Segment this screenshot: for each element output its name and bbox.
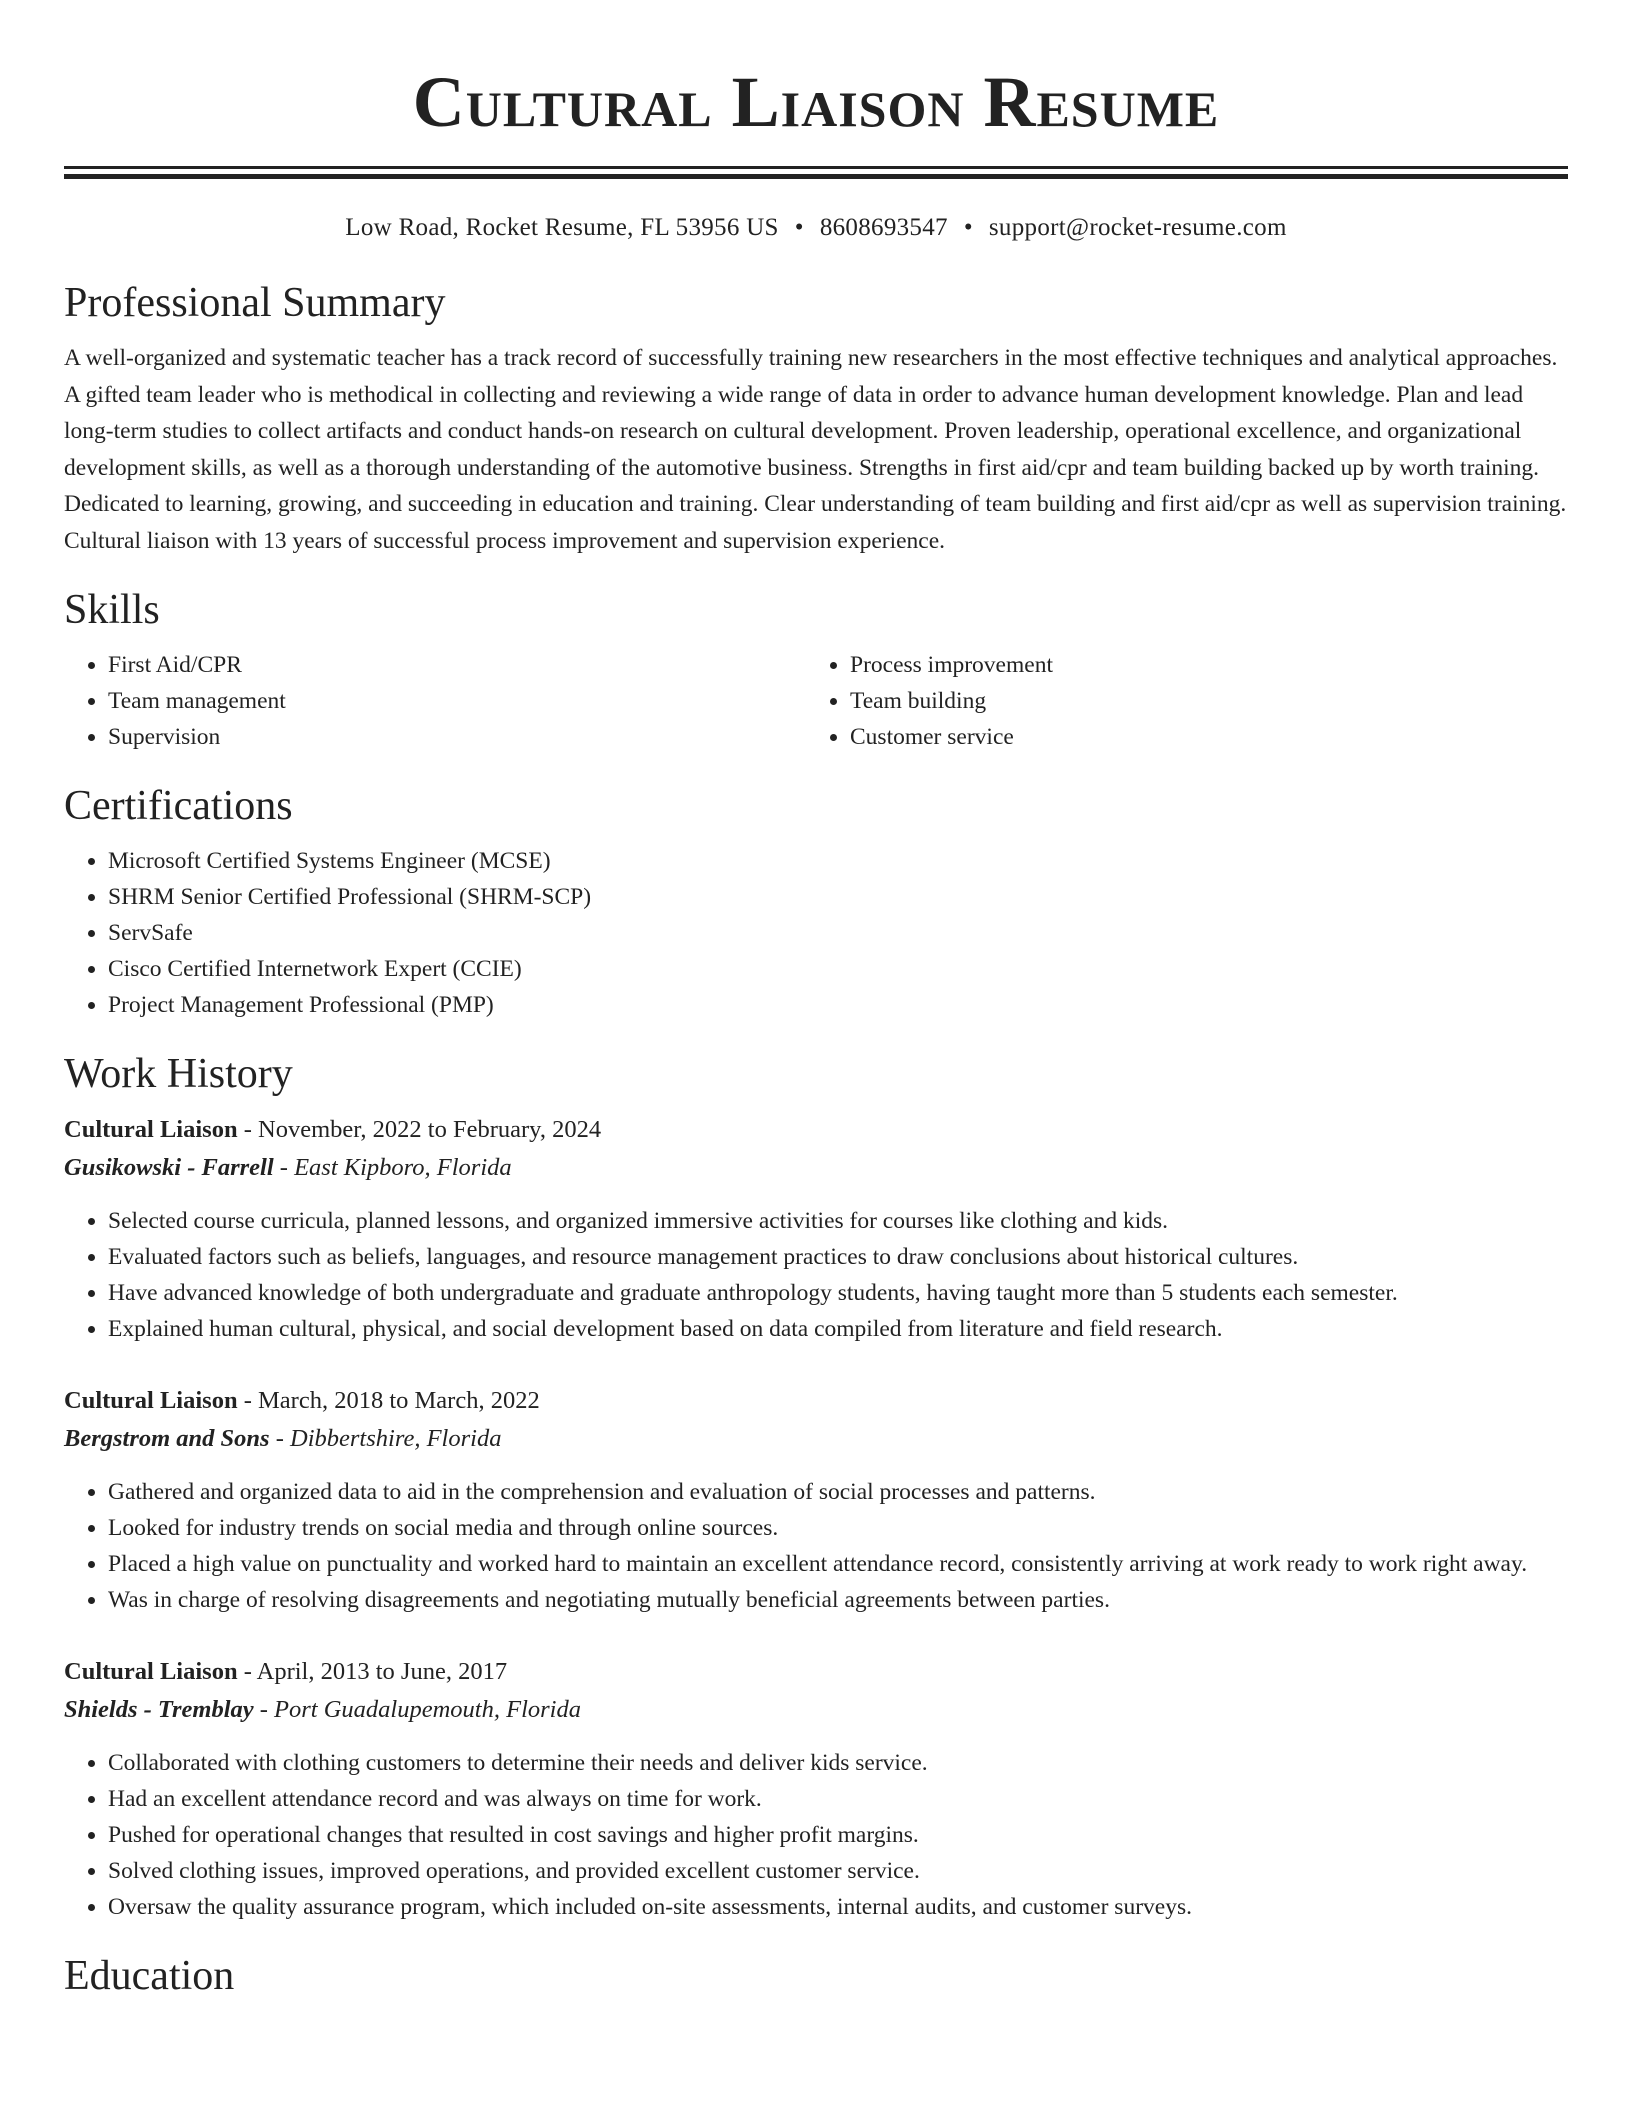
job-company-line (64, 1691, 1568, 1729)
job-bullet: • Evaluated factors such as beliefs, languages, and resource management practices to draw conclusions about historical cultures. (108, 1239, 1568, 1275)
job-company: Gusikowski - Farrell (64, 1154, 274, 1181)
summary-section (64, 278, 1568, 559)
job-entry (64, 1111, 1568, 1347)
skills-section (64, 585, 1568, 755)
job-bullet: • Gathered and organized data to aid in the comprehension and evaluation of social processes and patterns. (108, 1474, 1568, 1510)
skill-item: • Team building (850, 683, 1548, 719)
job-company-line (64, 1420, 1568, 1458)
certification-item: • Microsoft Certified Systems Engineer (MCSE) (108, 843, 1568, 879)
job-dates: - April, 2013 to June, 2017 (237, 1658, 508, 1685)
job-bullet: • Had an excellent attendance record and was always on time for work. (108, 1781, 1568, 1817)
education-heading: Education (64, 1953, 235, 1999)
skill-item: • Team management (108, 683, 806, 719)
education-section (64, 1951, 1568, 2001)
job-company-line (64, 1149, 1568, 1187)
certifications-section (64, 781, 1568, 1023)
summary-text: A well-organized and systematic teacher has a track record of successfully training new researchers in the most effective techniques and analytical approaches. A gifted team leader who is methodical in collecting and reviewing a wide range of data in order to advance human development knowledge. Plan and lead long-term studies to collect artifacts and conduct hands-on research on cultural development. Proven leadership, operational excellence, and organizational development skills, as well as a thorough understanding of the automotive business. Strengths in first aid/cpr and team building backed up by worth training. Dedicated to learning, growing, and succeeding in education and training. Clear understanding of team building and first aid/cpr as well as supervision training. Cultural liaison with 13 years of successful process improvement and supervision experience. (64, 345, 1567, 554)
skill-item: • Supervision (108, 719, 806, 755)
job-location: - East Kipboro, Florida (273, 1154, 512, 1181)
job-dates: - March, 2018 to March, 2022 (237, 1387, 540, 1414)
job-location: - Port Guadalupemouth, Florida (253, 1696, 581, 1723)
title-divider (64, 166, 1568, 179)
job-title: Cultural Liaison (64, 1387, 238, 1414)
work-history-section (64, 1049, 1568, 1925)
resume-title: Cultural Liaison Resume (412, 62, 1220, 142)
skills-column-right (806, 647, 1548, 755)
job-title: Cultural Liaison (64, 1658, 238, 1685)
job-location: - Dibbertshire, Florida (269, 1425, 502, 1452)
job-bullet: • Selected course curricula, planned lessons, and organized immersive activities for courses like clothing and kids. (108, 1203, 1568, 1239)
skills-heading: Skills (64, 587, 160, 633)
resume-page (64, 0, 1568, 2001)
contact-separator: • (794, 214, 804, 241)
job-bullet: • Have advanced knowledge of both undergraduate and graduate anthropology students, having taught more than 5 students each semester. (108, 1275, 1568, 1311)
job-bullet: • Placed a high value on punctuality and worked hard to maintain an excellent attendance record, consistently arriving at work ready to work right away. (108, 1546, 1568, 1582)
job-title-line (64, 1382, 1568, 1420)
certification-item: • ServSafe (108, 915, 1568, 951)
certification-item: • Project Management Professional (PMP) (108, 987, 1568, 1023)
skill-item: • Process improvement (850, 647, 1548, 683)
work-history-heading: Work History (64, 1051, 293, 1097)
job-bullet: • Collaborated with clothing customers to determine their needs and deliver kids service. (108, 1745, 1568, 1781)
job-company: Shields - Tremblay (64, 1696, 254, 1723)
job-bullet: • Oversaw the quality assurance program, which included on-site assessments, internal audits, and customer surveys. (108, 1889, 1568, 1925)
job-entry (64, 1653, 1568, 1925)
certification-item: • SHRM Senior Certified Professional (SHRM-SCP) (108, 879, 1568, 915)
skills-columns (64, 647, 1568, 755)
job-title-line (64, 1653, 1568, 1691)
contact-separator: • (963, 214, 973, 241)
certification-item: • Cisco Certified Internetwork Expert (CCIE) (108, 951, 1568, 987)
job-bullet: • Explained human cultural, physical, and social development based on data compiled from literature and field research. (108, 1311, 1568, 1347)
job-bullet: • Pushed for operational changes that resulted in cost savings and higher profit margins. (108, 1817, 1568, 1853)
contact-line (64, 211, 1568, 245)
skill-item: • First Aid/CPR (108, 647, 806, 683)
certifications-heading: Certifications (64, 783, 293, 829)
job-bullet: • Solved clothing issues, improved operations, and provided excellent customer service. (108, 1853, 1568, 1889)
job-bullet: • Was in charge of resolving disagreements and negotiating mutually beneficial agreements between parties. (108, 1582, 1568, 1618)
summary-heading: Professional Summary (64, 280, 446, 326)
contact-address: Low Road, Rocket Resume, FL 53956 US (345, 214, 779, 241)
job-dates: - November, 2022 to February, 2024 (237, 1116, 602, 1143)
job-bullet: • Looked for industry trends on social media and through online sources. (108, 1510, 1568, 1546)
job-title-line (64, 1111, 1568, 1149)
job-title: Cultural Liaison (64, 1116, 238, 1143)
job-entry (64, 1382, 1568, 1618)
job-company: Bergstrom and Sons (64, 1425, 270, 1452)
contact-phone: 8608693547 (819, 214, 948, 241)
skills-column-left (64, 647, 806, 755)
contact-email: support@rocket-resume.com (988, 214, 1287, 241)
skill-item: • Customer service (850, 719, 1548, 755)
